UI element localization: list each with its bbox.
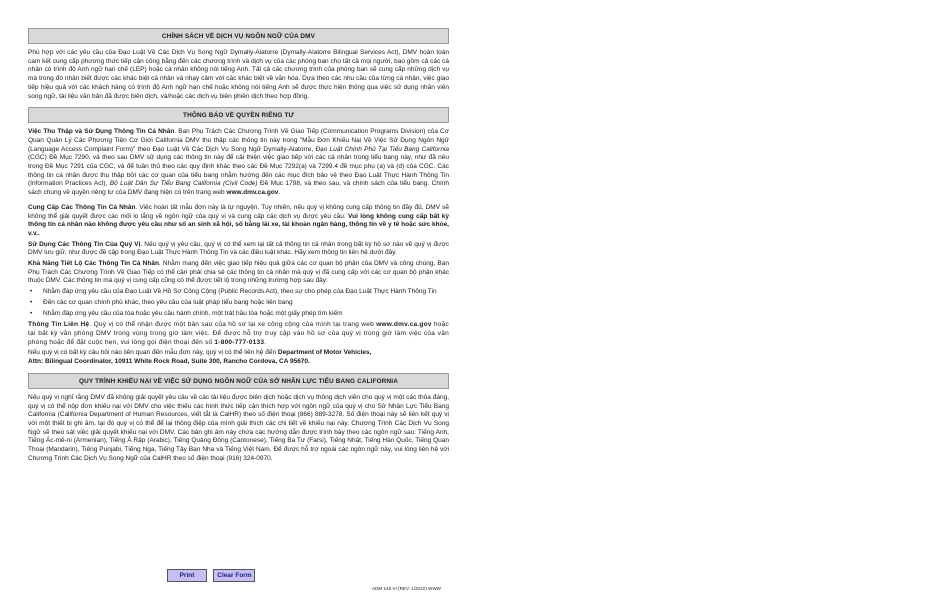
form-button-row bbox=[167, 569, 255, 587]
paragraph-text: . Nếu quý vị yêu cầu, quý vị có thể xem lại tất cả thông tin cá nhân trong bất kỳ hồ sơ nào về quý vị được DMV lưu giữ, như được đề cập trong Đạo Luật Thực Hành Thông Tin và các điều luật khác. Hãy xem thông tin liên hệ dưới đây. bbox=[28, 240, 450, 257]
section-header-privacy-notice: THÔNG BÁO VỀ QUYỀN RIÊNG TƯ bbox=[28, 107, 449, 123]
paragraph-text: Đề Mục 1798, và theo sau, và chính sách của tiểu bang. Chính sách chung về quyền riêng tư của DMV đang hiện có trên trang web bbox=[28, 180, 450, 197]
complaint-process-paragraph: Nếu quý vị nghĩ rằng DMV đã không giải quyết yêu cầu về các tài liệu được biên dịch hoặc dịch vụ thông dịch viên cho quý vị một các thỏa đáng, quý vị có thể nộp đơn khiếu nại với DMV cho việc thiếu các hình thức tiếp cận thích hợp với ngôn ngữ của quý vị cho Sở Nhân Lực Tiểu Bang California (California Department of Human Resources, viết tắt là CalHR) theo số điện thoại (866) 889-3278. Số điện thoại này sẽ liên kết quý vị với một thiết bị ghi âm, tại đó quý vị có thể để lại thông điệp của mình giải thích các chi tiết về khiếu nại này. Chương Trình Các Dịch Vụ Song Ngữ sẽ theo sát việc giải quyết khiếu nại với DMV. Các bản ghi âm này chứa các hướng dẫn được trình bày theo các ngôn ngữ sau: Tiếng Anh, Tiếng Ác-mê-ni (Armenian), Tiếng Ả Rập (Arabic), Tiếng Quảng Đông (Cantonese), Tiếng Ba Tư (Farsi), Tiếng Nhật, Tiếng Hàn Quốc, Tiếng Quan Thoại (Mandarin), Tiếng Punjabi, Tiếng Nga, Tiếng Tây Ban Nha và Tiếng Việt Nam. Để được hỗ trợ ngoài các ngôn ngữ này, vui lòng liên hệ với Chương Trình Các Dịch Vụ Song Ngữ của CalHR theo số điện thoại (916) 324-0970. bbox=[28, 393, 449, 462]
print-button[interactable]: Print bbox=[167, 569, 207, 582]
language-policy-paragraph: Phù hợp với các yêu cầu của Đạo Luật Về Các Dịch Vụ Song Ngữ Dymally-Alatorre (Dymally-Alatorre Bilingual Services Act), DMV hoàn toàn cam kết cung cấp phương thức tiếp cận công bằng đến các chương trình và dịch vụ của các phòng ban cho tất cả mọi người, bao gồm cả các cá nhân có trình độ Anh ngữ hạn chế (LEP) hoặc cá nhân không nói tiếng Anh. Tất cả các chương trình của phòng ban sẽ cung cấp những dịch vụ mà trong đó nhân biết được các khác biệt cá nhân và nhạy cảm với các khác biệt về văn hóa. Dựa theo các nhu cầu của từng cá nhân, việc giao tiếp hiệu quả với các khách hàng có trình độ Anh ngữ hạn chế hoặc không nói tiếng Anh sẽ được thực hiện thông qua việc sử dụng nhân viên song ngữ, tài liệu văn bản đã được biên dịch, và/hoặc các dịch vụ biên phiên dịch theo hợp đồng. bbox=[28, 49, 449, 100]
disclosure-list bbox=[28, 288, 449, 318]
use-info-paragraph bbox=[28, 241, 449, 258]
questions-paragraph bbox=[28, 349, 449, 366]
privacy-collection-paragraph bbox=[28, 128, 449, 198]
paragraph-text: . Quý vị có thể nhận được một bản sao của hồ sơ lại xe công cộng của mình tại trang web bbox=[89, 321, 377, 329]
section-header-complaint-process: QUY TRÌNH KHIẾU NẠI VỀ VIỆC SỬ DỤNG NGÔN NGỮ CỦA SỞ NHÂN LỰC TIỂU BANG CALIFORNIA bbox=[28, 373, 449, 389]
paragraph-text: . Ban Phụ Trách Các Chương Trình Về Giao Tiếp (Communication Programs Division) của Cơ Quan Quản Lý Các Phương Tiện Cơ Giới California DMV thu thập các thông tin này trong "Mẫu Đơn Khiếu Nại Về Việc Sử Dụng Ngôn Ngữ (Language Access Complaint Form)" theo Đạo Luật Về Các Dịch Vụ Song Ngữ Dymally-Alatorre, bbox=[28, 128, 449, 153]
paragraph-lead: Khả Năng Tiết Lộ Các Thông Tin Cá Nhân bbox=[28, 260, 159, 268]
paragraph-lead: Cung Cấp Các Thông Tin Cá Nhân bbox=[28, 203, 136, 211]
list-item: • Nhằm đáp ứng yêu cầu của Đạo Luật Về Hồ Sơ Công Cộng (Public Records Act), theo sự cho phép của Đạo Luật Thực Hành Thông Tin bbox=[28, 288, 449, 297]
mailing-address: Attn: Bilingual Coordinator, 10911 White Rock Road, Suite 300, Rancho Cordova, CA 95670. bbox=[28, 358, 310, 366]
section-header-language-policy: CHÍNH SÁCH VỀ DỊCH VỤ NGÔN NGỮ CỦA DMV bbox=[28, 28, 449, 44]
disclosure-paragraph bbox=[28, 260, 449, 286]
phone-number: 1-800-777-0133 bbox=[214, 338, 265, 346]
paragraph-text: . bbox=[264, 338, 267, 346]
list-item: • Nhằm đáp ứng yêu cầu của tòa hoặc yêu cầu hành chính, một trát hầu tòa hoặc một giấy phép tìm kiếm bbox=[28, 310, 449, 319]
paragraph-text: (CGC) Đề Mục 7290, và theo sau DMV sử dụng các thông tin này để cải thiện việc giao tiếp với các cá nhân trong tiểu bang này, như đã nêu trong Đề Mục 7291 của CGC, và để tuân thủ theo các quy định khác theo các Đề Mục 7292(a) và 7299.4 đề mục phụ (a) và (d) của CGC. Các thông tin cá nhân được thu thập bởi các cơ quan của tiểu bang nhằm hướng đến các mục đích bảo vệ theo Đạo Luật Thực Hành Thông Tin (Information Practices Act), bbox=[28, 154, 449, 188]
paragraph-text: . Nhằm mang đến việc giao tiếp hiệu quả giữa các cơ quan bộ phận của DMV và công chúng, Ban Phụ Trách Các Chương Trình Về Giao Tiếp có thể cần phải chia sẻ các thông tin cá nhân mà quý vị đã cung cấp với các cơ quan bộ phận khác thuộc DMV. Các thông tin mà quý vị cung cấp cũng có thể được tiết lộ trong những trường hợp sau đây: bbox=[28, 260, 449, 285]
paragraph-bold: Vui lòng không cung cấp bất kỳ thông tin cá nhân nào không được yêu cầu như số an sinh xã hội, số bằng lái xe, tài khoản ngân hàng, thông tin về y tế hoặc sức khỏe, v.v.. bbox=[28, 212, 449, 237]
paragraph-text: . bbox=[278, 189, 281, 197]
paragraph-lead: Việc Thu Thập và Sử Dụng Thông Tin Cá Nhân bbox=[28, 128, 175, 136]
paragraph-bold: Department of Motor Vehicles, bbox=[277, 349, 372, 357]
dmv-website-link[interactable]: www.dmv.ca.gov bbox=[226, 189, 279, 197]
provide-info-paragraph bbox=[28, 204, 449, 239]
dmv-website-link[interactable]: www.dmv.ca.gov bbox=[376, 321, 432, 329]
form-number: ADM 148 VI (REV. 1/2022) WWW bbox=[372, 586, 442, 591]
paragraph-italic: Đạo Luật Chính Phủ Tại Tiểu Bang California bbox=[315, 145, 449, 153]
paragraph-italic: Bộ Luật Dân Sự Tiểu Bang California (Civil Code) bbox=[109, 180, 258, 188]
paragraph-text: . Việc hoàn tất mẫu đơn này là tự nguyện. Tuy nhiên, nếu quý vị không cung cấp thông tin đầy đủ, DMV sẽ không thể giải quyết được các mối lo lắng về ngôn ngữ của quý vị và cung cấp các dịch vụ được yêu cầu. bbox=[28, 203, 450, 220]
contact-info-paragraph bbox=[28, 321, 449, 347]
paragraph-text: hoặc tại bất kỳ văn phòng DMV trong vùng trong giờ làm việc. Để được hỗ trợ truy cập vào hồ sơ của quý vị trong giờ làm việc của văn phòng hoặc để đặt cuộc hẹn, vui lòng gọi điện thoại đến số bbox=[28, 321, 450, 346]
list-item: • Đến các cơ quan chính phủ khác, theo yêu cầu của luật pháp tiểu bang hoặc liên bang bbox=[28, 299, 449, 308]
paragraph-text: Nếu quý vị có bất kỳ câu hỏi nào liên quan đến mẫu đơn này, quý vị có thể liên hệ đến bbox=[28, 349, 278, 357]
clear-form-button[interactable]: Clear Form bbox=[213, 569, 255, 582]
document-body bbox=[28, 28, 449, 465]
paragraph-lead: Thông Tin Liên Hệ bbox=[28, 321, 90, 329]
paragraph-lead: Sử Dụng Các Thông Tin Của Quý Vị bbox=[28, 240, 141, 248]
